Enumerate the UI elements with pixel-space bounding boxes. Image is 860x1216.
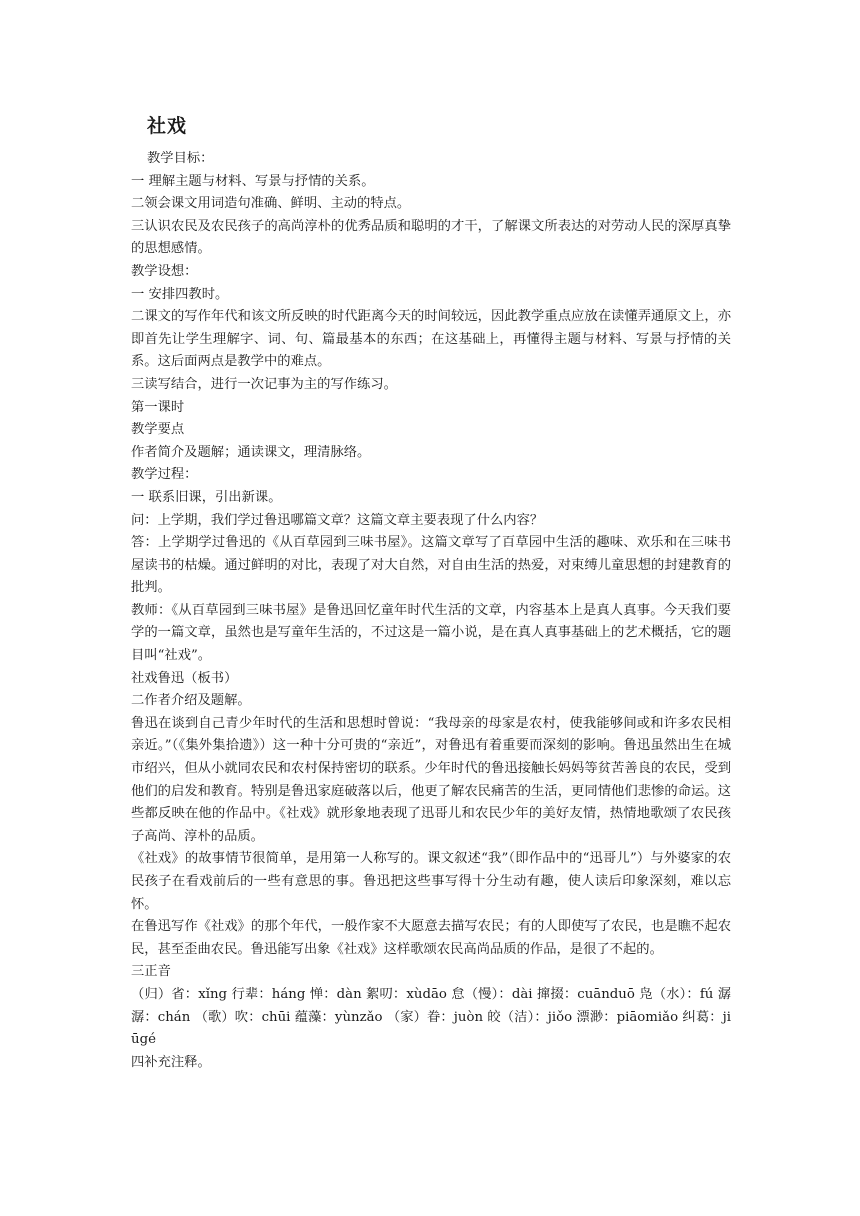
document-page: [131, 112, 731, 1074]
paragraph-teacher: 教师：《从百草园到三味书屋》是鲁迅回忆童年时代生活的文章，内容基本上是真人真事。今天我们要学的一篇文章，虽然也是写童年生活的，不过这是一篇小说，是在真人真事基础上的艺术概括，它的题目叫“社戏”。: [131, 602, 731, 664]
paragraph-teaching-goals-heading: 教学目标：: [147, 151, 214, 166]
paragraph-key-points: 作者简介及题解；通读课文，理清脉络。: [131, 444, 371, 460]
paragraph-plot: 《社戏》的故事情节很简单，是用第一人称写的。课文叙述“我”（即作品中的“迅哥儿”）与外婆家的农民孩子在看戏前后的一些有意思的事。鲁迅把这些事写得十分生动有趣，使人读后印象深刻，难以忘怀。: [131, 851, 731, 912]
paragraph-goal-3: 三认识农民及农民孩子的高尚淳朴的优秀品质和聪明的才干，了解课文所表达的对劳动人民的深厚真挚的思想感情。: [131, 218, 731, 257]
paragraph-step-2: 二作者介绍及题解。: [131, 693, 251, 709]
paragraph-first-lesson: 第一课时: [131, 399, 185, 415]
paragraph-author-intro: 鲁迅在谈到自己青少年时代的生活和思想时曾说：“我母亲的母家是农村，使我能够间或和许多农民相亲近。”（《集外集拾遗》）这一种十分可贵的“亲近”，对鲁迅有着重要而深刻的影响。鲁迅虽然出生在城市绍兴，但从小就同农民和农村保持密切的联系。少年时代的鲁迅接触长妈妈等贫苦善良的农民，受到他们的启发和教育。特别是鲁迅家庭破落以后，他更了解农民痛苦的生活，更同情他们悲惨的命运。这些都反映在他的作品中。《社戏》就形象地表现了迅哥儿和农民少年的美好友情，热情地歌颂了农民孩子高尚、淳朴的品质。: [131, 715, 731, 844]
paragraph-goal-1: 一 理解主题与材料、写景与抒情的关系。: [131, 173, 375, 189]
paragraph-question: 问：上学期，我们学过鲁迅哪篇文章？这篇文章主要表现了什么内容？: [131, 512, 544, 528]
paragraph-answer: 答：上学期学过鲁迅的《从百草园到三味书屋》。这篇文章写了百草园中生活的趣味、欢乐和在三味书屋读书的枯燥。通过鲜明的对比，表现了对大自然，对自由生活的热爱，对束缚儿童思想的封建教育的批判。: [131, 535, 731, 596]
paragraph-blackboard: 社戏鲁迅（板书）: [131, 670, 238, 686]
paragraph-step-1: 一 联系旧课，引出新课。: [131, 489, 282, 505]
paragraph-plan-3: 三读写结合，进行一次记事为主的写作练习。: [131, 376, 397, 392]
paragraph-key-points-heading: 教学要点: [131, 422, 185, 438]
paragraph-process-heading: 教学过程：: [131, 467, 198, 483]
paragraph-pronunciation: （归）省：xǐng 行辈：háng 惮：dàn 絮叨：xùdāo 怠（慢）：dài 撺掇：cuānduō 凫（水）：fú 潺潺：chán （歌）吹：chūi 蕴藻：yùnzǎo （家）眷：juòn 皎（洁）：jiǒo 漂渺：piāomiǎo 纠葛：jiūgé: [131, 986, 731, 1048]
paragraph-plan-2: 二课文的写作年代和该文所反映的时代距离今天的时间较远，因此教学重点应放在读懂弄通原文上，亦即首先让学生理解字、词、句、篇最基本的东西；在这基础上，再懂得主题与材料、写景与抒情的关系。这后面两点是教学中的难点。: [131, 309, 731, 370]
document-title: 社戏: [147, 115, 188, 137]
paragraph-goal-2: 二领会课文用词造句准确、鲜明、主动的特点。: [131, 196, 411, 212]
paragraph-step-4: 四补充注释。: [131, 1054, 211, 1070]
paragraph-step-3: 三正音: [131, 964, 171, 980]
paragraph-teaching-plan-heading: 教学设想：: [131, 263, 198, 279]
paragraph-plan-1: 一 安排四教时。: [131, 286, 229, 302]
paragraph-context: 在鲁迅写作《社戏》的那个年代，一般作家不大愿意去描写农民；有的人即使写了农民，也是瞧不起农民，甚至歪曲农民。鲁迅能写出象《社戏》这样歌颂农民高尚品质的作品，是很了不起的。: [131, 919, 731, 957]
